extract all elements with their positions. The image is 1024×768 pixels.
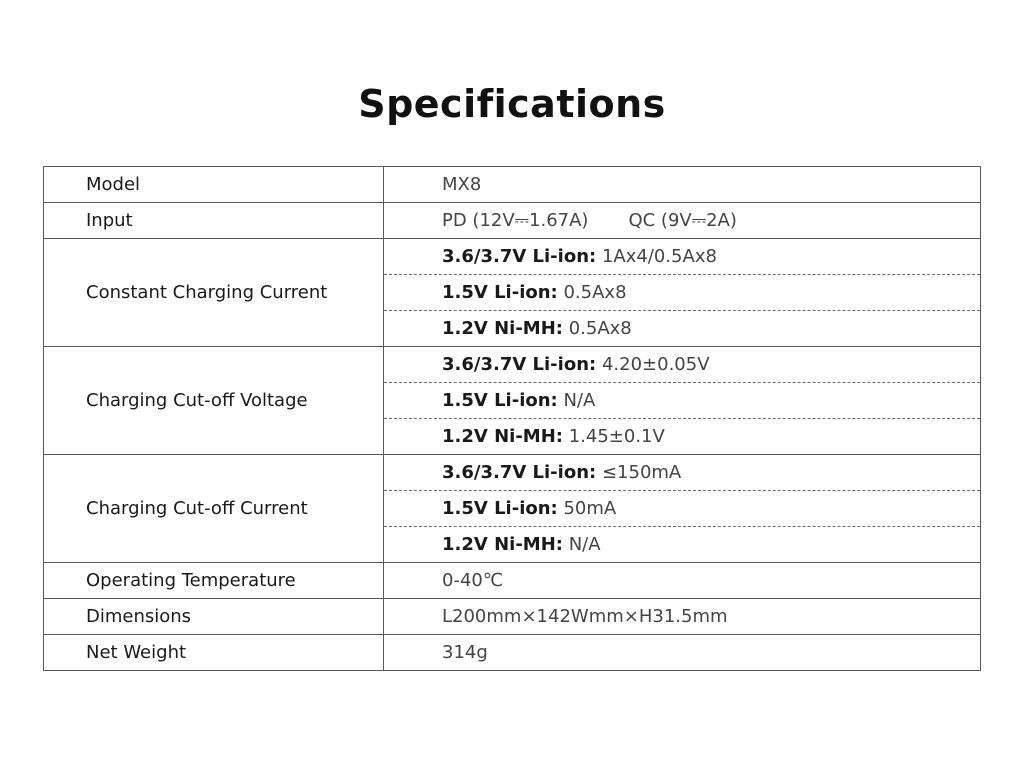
spec-subvalue: 0.5Ax8 [568,318,632,339]
table-row-model [44,167,981,203]
spec-value-text: 314g [442,642,488,663]
spec-subkey: 1.5V Li-ion: [442,282,558,303]
specifications-table [43,166,981,671]
spec-value-text: L200mm×142Wmm×H31.5mm [442,606,728,627]
spec-value [384,347,981,383]
table-row-dimensions [44,599,981,635]
spec-label: Dimensions [44,599,384,635]
spec-value [384,599,981,635]
spec-value [384,239,981,275]
spec-subvalue: N/A [563,390,596,411]
spec-value [384,311,981,347]
table-row-charging-cutoff-current [44,455,981,491]
spec-value [384,275,981,311]
spec-subkey: 3.6/3.7V Li-ion: [442,354,597,375]
spec-label: Input [44,203,384,239]
spec-subkey: 1.5V Li-ion: [442,390,558,411]
spec-value [384,383,981,419]
spec-subkey: 1.2V Ni-MH: [442,426,563,447]
spec-subvalue: 50mA [563,498,617,519]
spec-value-text: MX8 [442,174,482,195]
table-row-charging-cutoff-voltage [44,347,981,383]
spec-label: Charging Cut-off Voltage [44,347,384,455]
input-qc-value: QC (9V⎓2A) [628,210,737,231]
table-row-net-weight [44,635,981,671]
spec-subkey: 3.6/3.7V Li-ion: [442,246,597,267]
spec-subvalue: 1Ax4/0.5Ax8 [601,246,717,267]
spec-subvalue: 1.45±0.1V [568,426,665,447]
spec-label: Constant Charging Current [44,239,384,347]
spec-subkey: 1.2V Ni-MH: [442,318,563,339]
spec-label: Charging Cut-off Current [44,455,384,563]
input-pd-value: PD (12V⎓1.67A) [442,210,589,231]
table-row-constant-charging-current [44,239,981,275]
spec-value [384,419,981,455]
spec-label: Model [44,167,384,203]
spec-value [384,563,981,599]
spec-label: Operating Temperature [44,563,384,599]
spec-subvalue: 4.20±0.05V [601,354,710,375]
spec-subkey: 1.5V Li-ion: [442,498,558,519]
spec-value-text: 0-40℃ [442,570,504,591]
spec-subvalue: 0.5Ax8 [563,282,627,303]
page-title: Specifications [358,82,666,126]
spec-value [384,491,981,527]
spec-subkey: 1.2V Ni-MH: [442,534,563,555]
spec-subkey: 3.6/3.7V Li-ion: [442,462,597,483]
table-row-operating-temperature [44,563,981,599]
spec-value [384,527,981,563]
table-row-input [44,203,981,239]
spec-value [384,635,981,671]
spec-value [384,167,981,203]
spec-subvalue: N/A [568,534,601,555]
spec-value [384,203,981,239]
spec-subvalue: ≤150mA [601,462,682,483]
spec-value [384,455,981,491]
spec-label: Net Weight [44,635,384,671]
